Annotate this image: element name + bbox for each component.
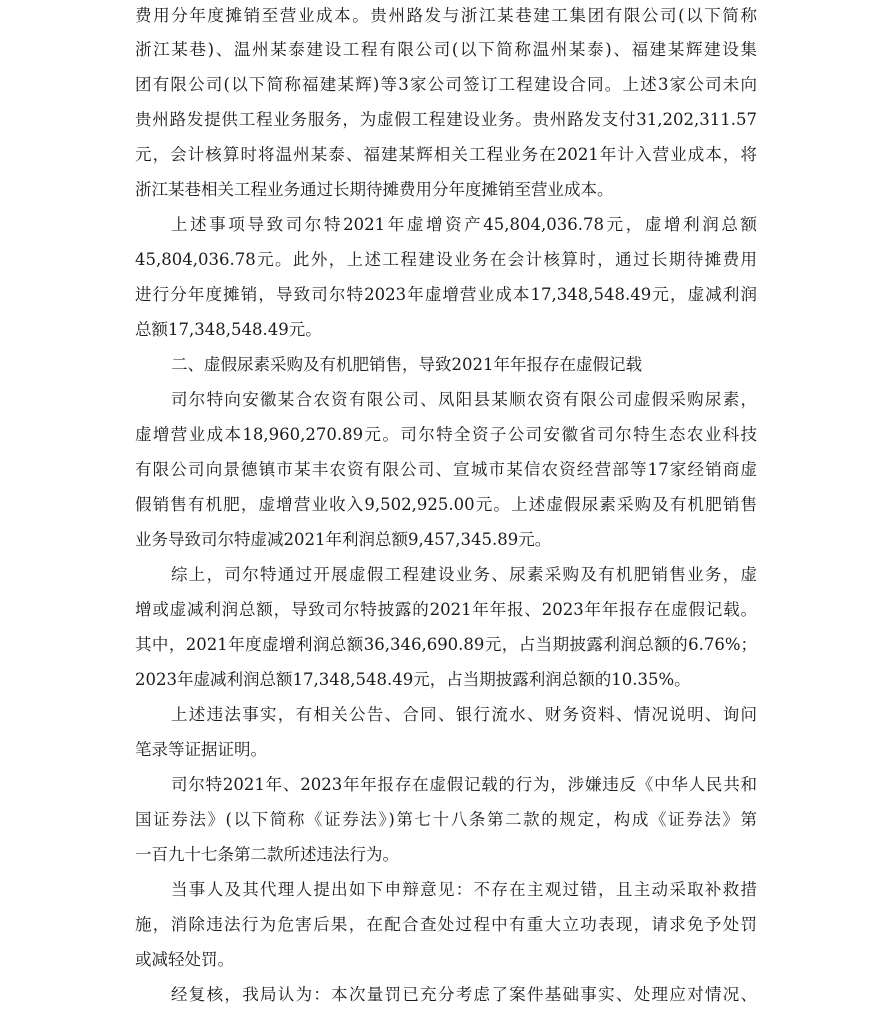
- text-line: 综上，司尔特通过开展虚假工程建设业务、尿素采购及有机肥销售业务，虚: [171, 565, 757, 584]
- text-line: 费用分年度摊销至营业成本。贵州路发与浙江某巷建工集团有限公司(以下简称: [135, 6, 757, 25]
- text-line: 虚增营业成本18,960,270.89元。司尔特全资子公司安徽省司尔特生态农业科技: [135, 425, 757, 444]
- text-line: 浙江某巷相关工程业务通过长期待摊费用分年度摊销至营业成本。: [135, 180, 614, 199]
- text-line: 总额17,348,548.49元。: [135, 320, 322, 339]
- section-heading: 二、虚假尿素采购及有机肥销售，导致2021年年报存在虚假记载: [171, 355, 642, 374]
- text-line: 增或虚减利润总额，导致司尔特披露的2021年年报、2023年年报存在虚假记载。: [135, 600, 757, 619]
- text-line: 元，会计核算时将温州某泰、福建某辉相关工程业务在2021年计入营业成本，将: [135, 145, 757, 164]
- text-line: 浙江某巷)、温州某泰建设工程有限公司(以下简称温州某泰)、福建某辉建设集: [135, 40, 757, 59]
- text-line: 一百九十七条第二款所述违法行为。: [135, 845, 399, 864]
- text-line: 当事人及其代理人提出如下申辩意见：不存在主观过错，且主动采取补救措: [171, 880, 757, 899]
- text-line: 国证券法》(以下简称《证券法》)第七十八条第二款的规定，构成《证券法》第: [135, 810, 757, 829]
- text-line: 假销售有机肥，虚增营业收入9,502,925.00元。上述虚假尿素采购及有机肥销售: [135, 495, 757, 514]
- text-line: 笔录等证据证明。: [135, 740, 267, 759]
- text-line: 上述事项导致司尔特2021年虚增资产45,804,036.78元，虚增利润总额: [171, 215, 757, 234]
- text-line: 有限公司向景德镇市某丰农资有限公司、宣城市某信农资经营部等17家经销商虚: [135, 460, 757, 479]
- text-line: 业务导致司尔特虚减2021年利润总额9,457,345.89元。: [135, 530, 552, 549]
- text-line: 其中，2021年度虚增利润总额36,346,690.89元，占当期披露利润总额的6.76%；: [135, 635, 757, 654]
- text-line: 司尔特2021年、2023年年报存在虚假记载的行为，涉嫌违反《中华人民共和: [171, 775, 757, 794]
- text-line: 团有限公司(以下简称福建某辉)等3家公司签订工程建设合同。上述3家公司未向: [135, 75, 757, 94]
- text-line: 或减轻处罚。: [135, 950, 234, 969]
- text-line: 司尔特向安徽某合农资有限公司、凤阳县某顺农资有限公司虚假采购尿素，: [171, 390, 757, 409]
- text-line: 2023年虚减利润总额17,348,548.49元，占当期披露利润总额的10.35%。: [135, 670, 691, 689]
- text-line: 上述违法事实，有相关公告、合同、银行流水、财务资料、情况说明、询问: [171, 705, 757, 724]
- text-line: 经复核，我局认为：本次量罚已充分考虑了案件基础事实、处理应对情况、: [171, 985, 757, 1004]
- text-line: 进行分年度摊销，导致司尔特2023年虚增营业成本17,348,548.49元，虚减利润: [135, 285, 757, 304]
- text-line: 施，消除违法行为危害后果，在配合查处过程中有重大立功表现，请求免予处罚: [135, 915, 757, 934]
- text-line: 贵州路发提供工程业务服务，为虚假工程建设业务。贵州路发支付31,202,311.57: [135, 110, 757, 129]
- text-line: 45,804,036.78元。此外，上述工程建设业务在会计核算时，通过长期待摊费用: [135, 250, 757, 269]
